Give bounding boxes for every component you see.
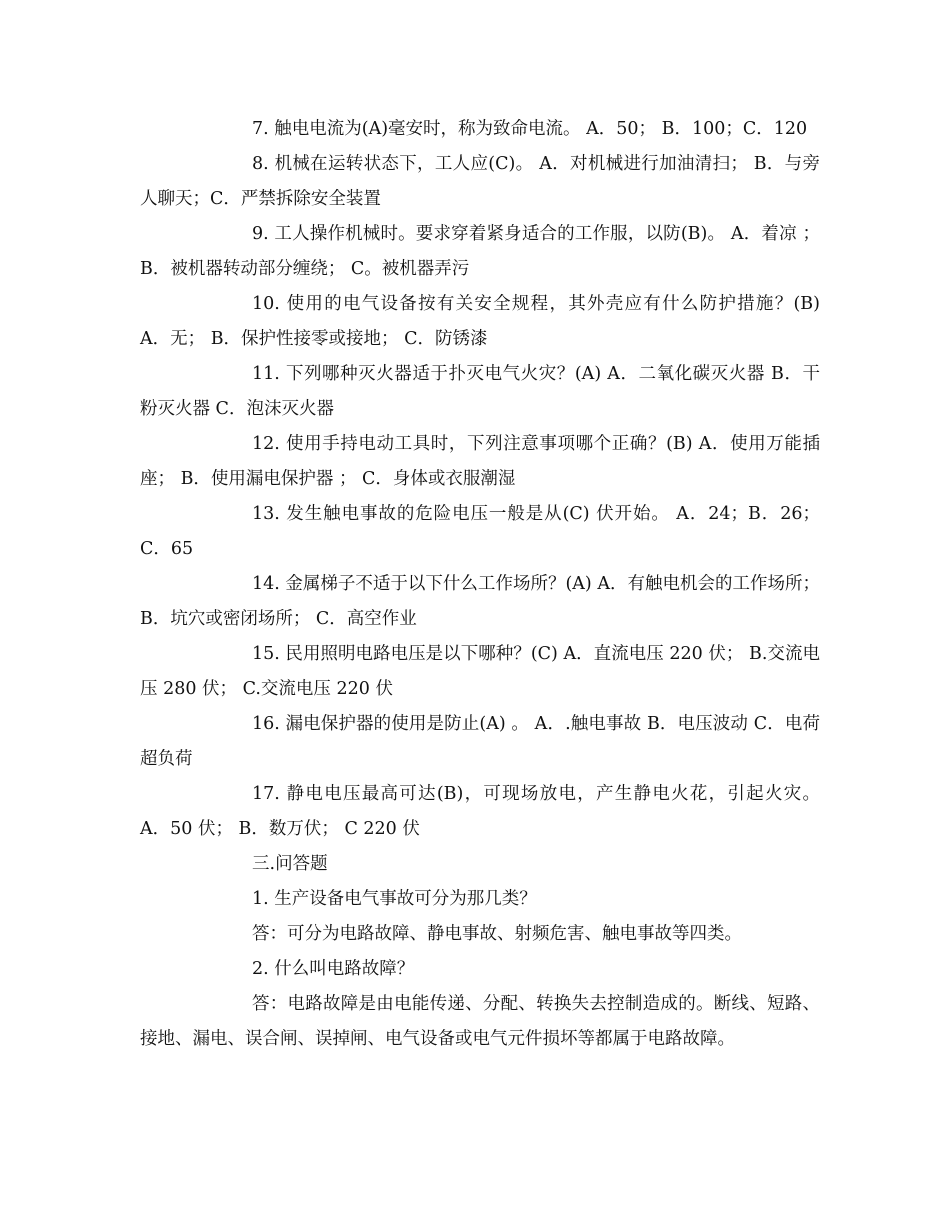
document-body bbox=[140, 112, 820, 1057]
question-13: 13. 发生触电事故的危险电压一般是从(C) 伏开始。 A．24；B．26； C．65 bbox=[140, 504, 820, 559]
question-8: 8. 机械在运转状态下，工人应(C)。 A．对机械进行加油清扫； B．与旁人聊天；C．严禁拆除安全装置 bbox=[140, 154, 820, 209]
question-14: 14. 金属梯子不适于以下什么工作场所？(A) A．有触电机会的工作场所； B．坑穴或密闭场所； C．高空作业 bbox=[140, 574, 820, 629]
qa-answer-2: 答：电路故障是由电能传递、分配、转换失去控制造成的。断线、短路、接地、漏电、误合闸、误掉闸、电气设备或电气元件损坏等都属于电路故障。 bbox=[140, 994, 820, 1049]
question-10: 10. 使用的电气设备按有关安全规程，其外壳应有什么防护措施？(B) A．无； B．保护性接零或接地； C．防锈漆 bbox=[140, 294, 820, 349]
question-15: 15. 民用照明电路电压是以下哪种？(C) A．直流电压 220 伏； B.交流电压 280 伏； C.交流电压 220 伏 bbox=[140, 644, 820, 699]
question-7: 7. 触电电流为(A)毫安时，称为致命电流。 A．50； B．100；C．120 bbox=[252, 119, 808, 139]
question-9: 9. 工人操作机械时。要求穿着紧身适合的工作服，以防(B)。 A．着凉 ；B．被机器转动部分缠绕； C。被机器弄污 bbox=[140, 224, 820, 279]
question-11: 11. 下列哪种灭火器适于扑灭电气火灾？(A) A．二氧化碳灭火器 B．干粉灭火器 C．泡沫灭火器 bbox=[140, 364, 820, 419]
question-12: 12. 使用手持电动工具时，下列注意事项哪个正确？(B) A．使用万能插座； B．使用漏电保护器 ； C．身体或衣服潮湿 bbox=[140, 434, 820, 489]
qa-answer-1: 答：可分为电路故障、静电事故、射频危害、触电事故等四类。 bbox=[252, 924, 742, 944]
qa-question-1: 1. 生产设备电气事故可分为那几类？ bbox=[252, 889, 537, 909]
question-16: 16. 漏电保护器的使用是防止(A) 。 A．.触电事故 B．电压波动 C．电荷超负荷 bbox=[140, 714, 820, 769]
question-17: 17. 静电电压最高可达(B)，可现场放电，产生静电火花，引起火灾。 A．50 伏； B．数万伏； C 220 伏 bbox=[140, 784, 820, 839]
section-heading: 三.问答题 bbox=[252, 854, 328, 874]
qa-question-2: 2. 什么叫电路故障？ bbox=[252, 959, 415, 979]
